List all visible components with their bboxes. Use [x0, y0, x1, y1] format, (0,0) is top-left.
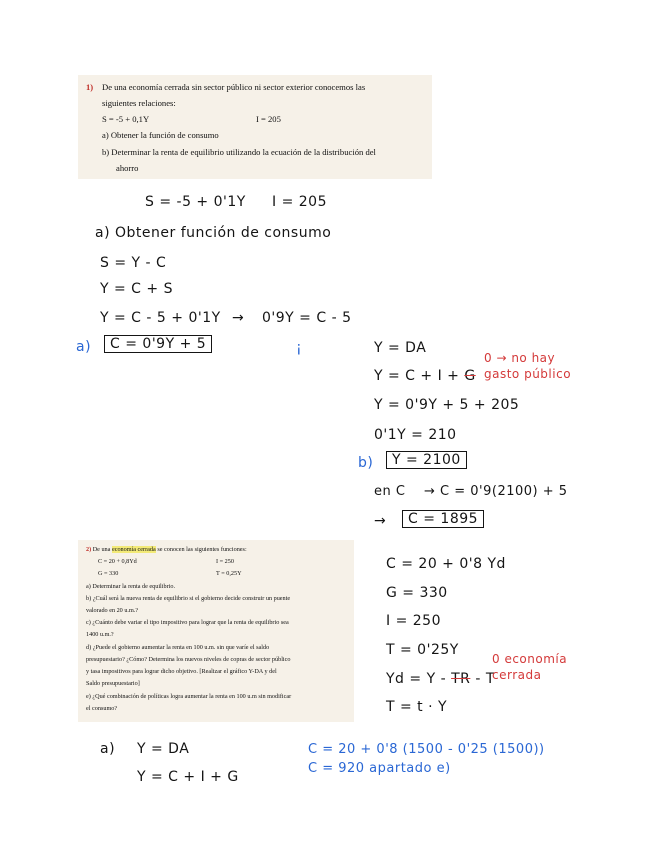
- problem-2-item: valorado en 20 u.m.?: [86, 607, 139, 614]
- note2-eq1: C = 20 + 0'8 Yd: [386, 556, 506, 572]
- problem-2-eq-t: T = 0,25Y: [216, 570, 242, 577]
- note1-result-c: C = 1895: [402, 510, 484, 528]
- note2-label-a: a): [100, 741, 116, 757]
- note2-eq6: T = t · Y: [386, 699, 448, 715]
- note1-result-b: Y = 2100: [386, 451, 467, 469]
- problem-2-item: e) ¿Qué combinación de políticas logra aumentar la renta en 100 u.m sin modificar: [86, 693, 292, 700]
- problem-2-item: y tasa impositivos para lograr dicho objetivo. [Realizar el gráfico Y-DA y del: [86, 668, 277, 675]
- note2-eq4: T = 0'25Y: [386, 642, 459, 658]
- note1-b5-left: en C: [374, 484, 406, 499]
- note1-eq-i: I = 205: [272, 194, 327, 210]
- note1-b2-g: G: [464, 368, 476, 384]
- problem-2-highlight: economía cerrada: [111, 546, 156, 553]
- note2-blue1: C = 20 + 0'8 (1500 - 0'25 (1500)): [308, 742, 545, 757]
- problem-1-number: 1): [86, 82, 94, 92]
- note1-b2-main: Y = C + I +: [374, 368, 460, 384]
- problem-1-part-b-line2: ahorro: [116, 163, 139, 173]
- note1-blue-mark: ¡: [296, 340, 303, 356]
- problem-2-eq-c: C = 20 + 0,8Yd: [98, 558, 137, 565]
- note1-label-b: b): [358, 455, 374, 471]
- note2-eq5-tr: TR: [451, 671, 471, 687]
- problem-2-item: b) ¿Cuál será la nueva renta de equilibrio si el gobierno decide construir un puente: [86, 595, 291, 602]
- problem-2-item: c) ¿Cuánto debe variar el tipo impositivo para lograr que la renta de equilibrio sea: [86, 619, 289, 626]
- problem-1-eq-i: I = 205: [256, 114, 281, 124]
- note1-b2: [374, 369, 476, 383]
- problem-1-box: [78, 75, 432, 179]
- problem-2-item: el consumo?: [86, 705, 118, 712]
- note2-eq5: [386, 672, 495, 686]
- note2-annot-tr: 0 economía cerrada: [492, 652, 568, 682]
- note1-b3: Y = 0'9Y + 5 + 205: [374, 397, 520, 413]
- note2-eq5-main: Yd = Y -: [386, 671, 447, 687]
- problem-1-part-b-line1: b) Determinar la renta de equilibrio utilizando la ecuación de la distribución del: [102, 147, 376, 157]
- problem-2-eq-i: I = 250: [216, 558, 234, 565]
- note1-b5-right: → C = 0'9(2100) + 5: [424, 484, 568, 499]
- problem-1-eq-s: S = -5 + 0,1Y: [102, 114, 150, 124]
- note2-blue2: C = 920 apartado e): [308, 761, 451, 776]
- note1-annot-g: 0 → no hay gasto público: [484, 351, 572, 381]
- problem-1-text-line2: siguientes relaciones:: [102, 98, 176, 108]
- problem-1-text-line1: De una economía cerrada sin sector público ni sector exterior conocemos las: [102, 82, 366, 92]
- note2-a2: Y = C + I + G: [137, 769, 239, 785]
- problem-2-box: [78, 540, 354, 722]
- problem-2-number: 2): [86, 546, 92, 553]
- note1-result-a: C = 0'9Y + 5: [104, 335, 212, 353]
- note1-step2: Y = C + S: [100, 281, 173, 297]
- note2-a1: Y = DA: [137, 741, 190, 757]
- problem-2-intro-pre: De una: [92, 546, 111, 553]
- problem-2-item: d) ¿Puede el gobierno aumentar la renta en 100 u.m. sin que varíe el saldo: [86, 644, 270, 651]
- problem-2-intro: [86, 547, 247, 553]
- note1-b4: 0'1Y = 210: [374, 427, 457, 443]
- problem-2-item: 1400 u.m.?: [86, 631, 114, 638]
- problem-2-item: presupuestario? ¿Cómo? Determina los nuevos niveles de copras de sector público: [86, 656, 291, 663]
- note1-arrow: →: [232, 310, 245, 326]
- note2-eq3: I = 250: [386, 613, 441, 629]
- problem-2-eq-g: G = 330: [98, 570, 119, 577]
- note1-label-a: a): [76, 339, 92, 355]
- problem-2-item: a) Determinar la renta de equilibrio.: [86, 583, 175, 590]
- note1-step1: S = Y - C: [100, 255, 167, 271]
- problem-2-intro-post: se conocen las siguientes funciones:: [157, 546, 247, 553]
- note1-step3b: 0'9Y = C - 5: [262, 310, 352, 326]
- note1-heading-a: a) Obtener función de consumo: [95, 225, 332, 241]
- note1-b6-arrow: →: [374, 513, 387, 529]
- problem-2-item: Saldo presupuestario]: [86, 680, 140, 687]
- note2-eq2: G = 330: [386, 585, 448, 601]
- note1-step3: Y = C - 5 + 0'1Y: [100, 310, 221, 326]
- problem-1-part-a: a) Obtener la función de consumo: [102, 130, 219, 140]
- note1-eq-s: S = -5 + 0'1Y: [145, 194, 246, 210]
- note1-b1: Y = DA: [374, 340, 427, 356]
- note2-eq5-end: - T: [475, 671, 495, 687]
